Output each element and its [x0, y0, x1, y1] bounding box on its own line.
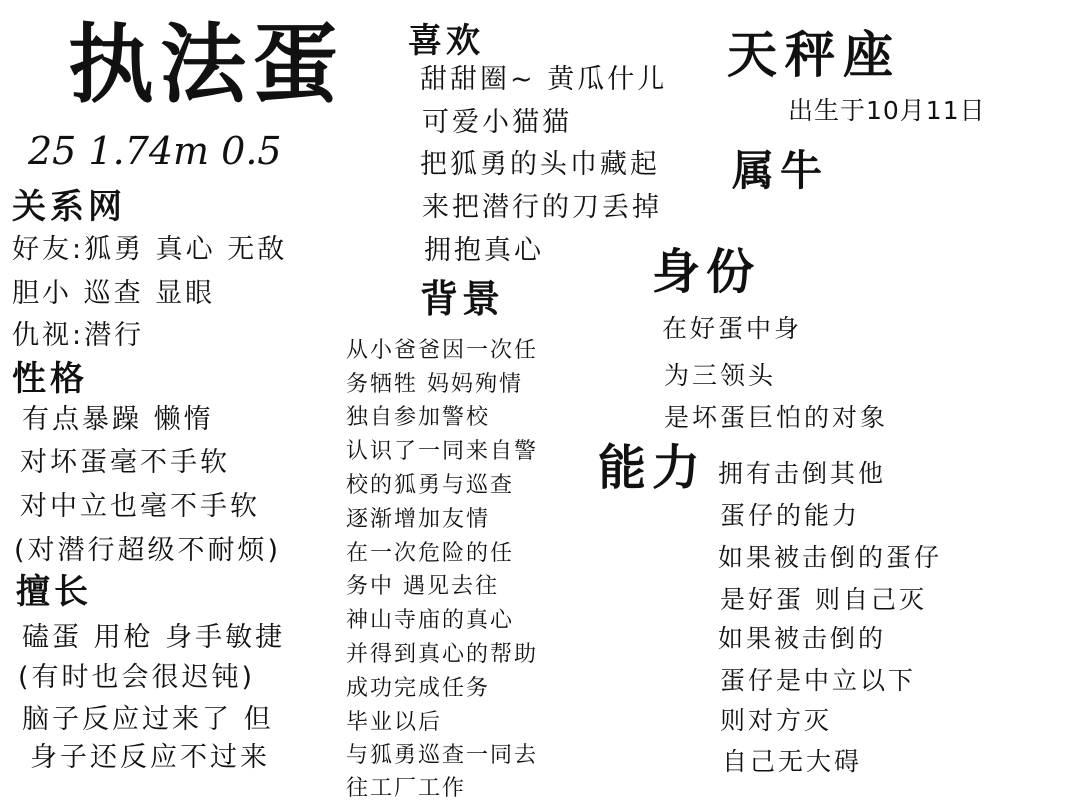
- relations-heading: 关系网: [12, 187, 126, 227]
- skills-heading: 擅长: [16, 572, 92, 612]
- ability-line: 蛋仔是中立以下: [720, 666, 917, 695]
- relations-line: 仇视:潜行: [12, 320, 145, 351]
- relations-line: 好友:狐勇 真心 无敌: [12, 234, 288, 265]
- background-line: 成功完成任务: [346, 676, 491, 701]
- background-line: 认识了一同来自警: [346, 439, 539, 464]
- ability-line: 自己无大碍: [722, 747, 863, 776]
- background-line: 从小爸爸因一次任: [346, 338, 539, 363]
- ability-line: 拥有击倒其他: [718, 459, 887, 488]
- ability-line: 蛋仔的能力: [720, 501, 861, 530]
- likes-line: 拥抱真心: [424, 235, 544, 266]
- skills-line: (有时也会很迟钝): [18, 662, 256, 693]
- personality-line: 有点暴躁 懒惰: [22, 404, 214, 435]
- background-line: 务中 遇见去往: [346, 574, 499, 599]
- skills-line: 身子还反应不过来: [30, 742, 270, 773]
- background-line: 并得到真心的帮助: [346, 642, 539, 667]
- ability-line: 如果被击倒的蛋仔: [718, 543, 943, 572]
- skills-line: 磕蛋 用枪 身手敏捷: [22, 622, 286, 653]
- likes-line: 可爱小猫猫: [422, 107, 572, 138]
- personality-line: 对中立也毫不手软: [20, 491, 260, 522]
- stats-line: 25 1.74m 0.5: [28, 129, 282, 173]
- relations-line: 胆小 巡查 显眼: [12, 278, 216, 309]
- chinese-zodiac: 属牛: [732, 146, 829, 195]
- skills-line: 脑子反应过来了 但: [22, 704, 274, 735]
- background-line: 务牺牲 妈妈殉情: [346, 372, 523, 397]
- background-line: 独自参加警校: [346, 405, 491, 430]
- background-line: 往工厂工作: [346, 776, 467, 801]
- personality-line: 对坏蛋毫不手软: [20, 447, 230, 478]
- page-title: 执法蛋: [68, 15, 344, 115]
- background-line: 与狐勇巡查一同去: [346, 743, 539, 768]
- likes-line: 把狐勇的头巾藏起: [420, 149, 660, 180]
- personality-line: (对潜行超级不耐烦): [14, 535, 282, 566]
- background-line: 神山寺庙的真心: [346, 608, 515, 633]
- birth-date: 出生于10月11日: [788, 96, 986, 125]
- ability-line: 是好蛋 则自己灭: [720, 585, 927, 614]
- background-heading: 背景: [420, 277, 505, 321]
- zodiac-sign: 天秤座: [727, 26, 901, 84]
- identity-line: 是坏蛋巨怕的对象: [664, 403, 889, 432]
- background-line: 校的狐勇与巡查: [346, 473, 515, 498]
- background-line: 毕业以后: [346, 710, 443, 735]
- identity-line: 在好蛋中身: [662, 314, 803, 343]
- background-line: 逐渐增加友情: [346, 507, 491, 532]
- likes-line: 来把潜行的刀丢掉: [422, 192, 662, 223]
- ability-heading: 能力: [598, 440, 707, 496]
- ability-line: 如果被击倒的: [718, 624, 887, 653]
- likes-heading: 喜欢: [408, 21, 484, 61]
- background-line: 在一次危险的任: [346, 541, 515, 566]
- personality-heading: 性格: [12, 359, 88, 399]
- ability-line: 则对方灭: [720, 706, 833, 735]
- likes-line: 甜甜圈~ 黄瓜什儿: [420, 64, 668, 95]
- identity-line: 为三领头: [664, 361, 777, 390]
- identity-heading: 身份: [652, 244, 761, 300]
